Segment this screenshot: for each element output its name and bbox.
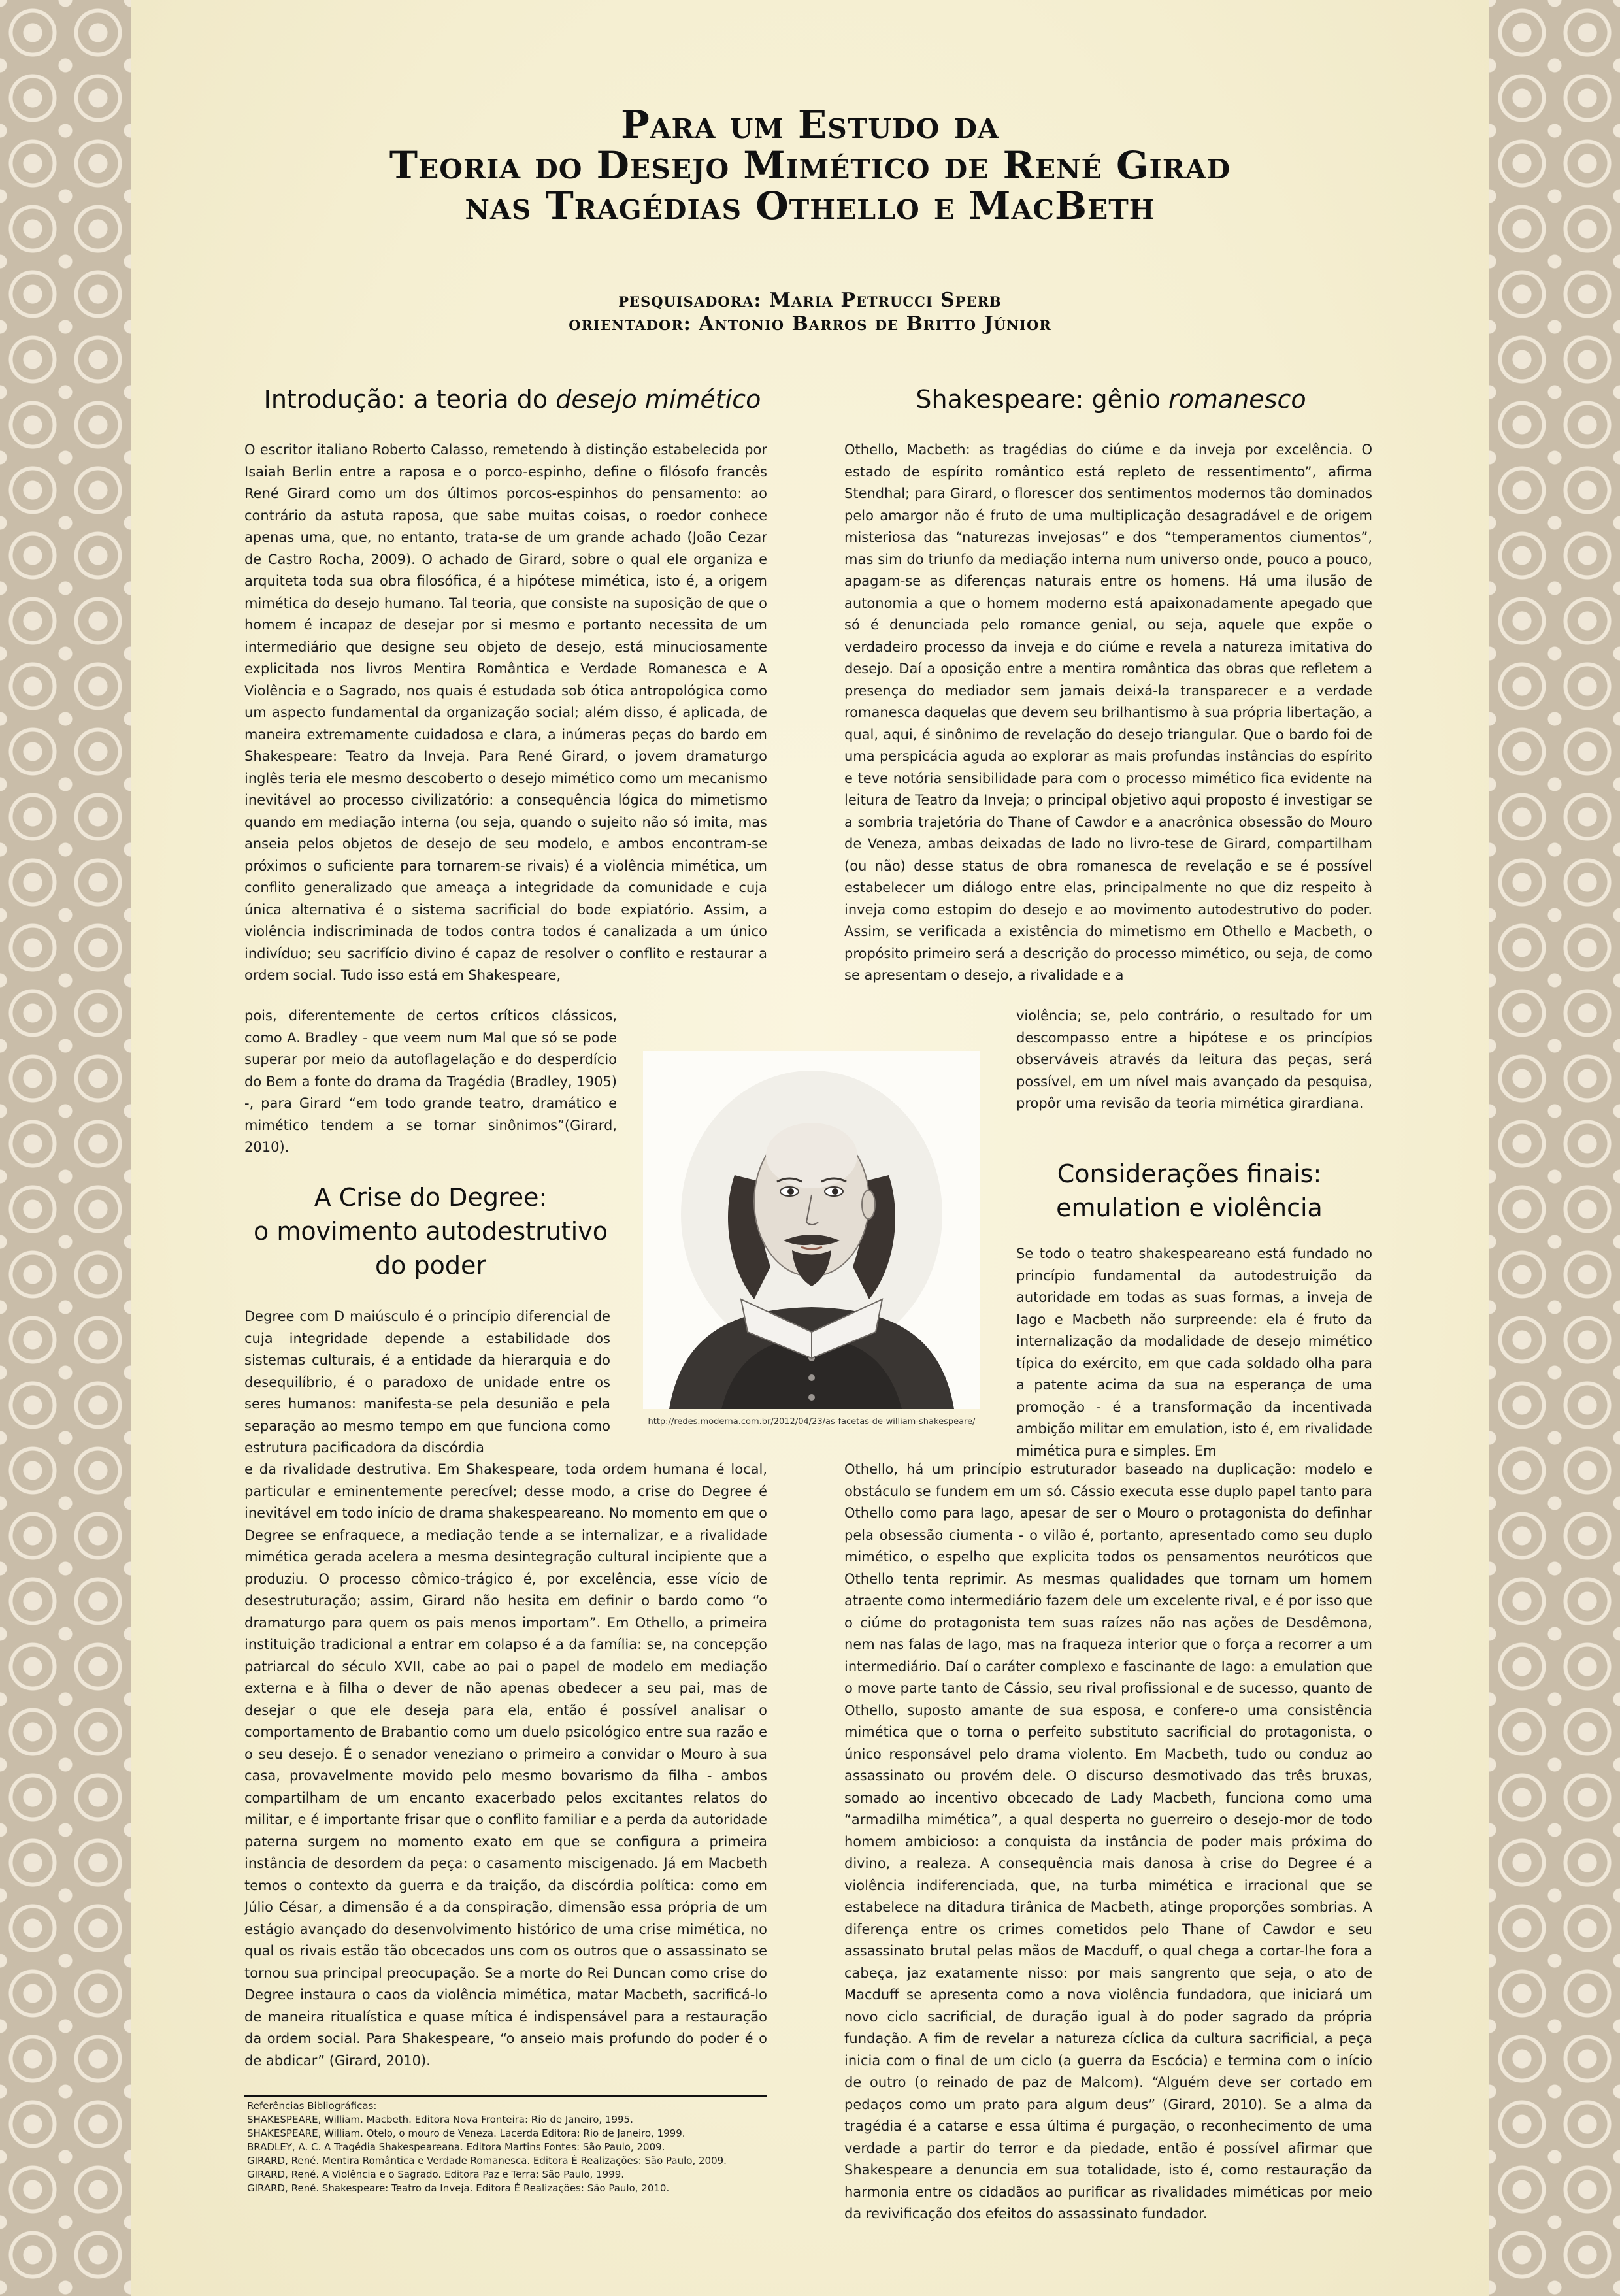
intro-heading-plain: Introdução: a teoria do: [263, 385, 556, 414]
final-heading-line-2: emulation e violência: [1056, 1193, 1323, 1222]
shakespeare-portrait-icon: [643, 1051, 980, 1409]
shakespeare-heading-plain: Shakespeare: gênio: [916, 385, 1169, 414]
crisis-text-narrow: Degree com D maiúsculo é o princípio diferencial de cuja integridade depende a estabilidade dos sistemas culturais, é a entidade da hierarquia e do desequilíbrio, é o paradoxo de unidade entre os seres humanos: manifesta-se pela desunião e pela separação ao mesmo tempo em que funciona como estrutura pacificadora da discórdia: [244, 1308, 610, 1456]
crisis-heading-line-3: do poder: [375, 1251, 486, 1280]
reference-item: GIRARD, René. A Violência e o Sagrado. Editora Paz e Terra: São Paulo, 1999.: [247, 2169, 625, 2180]
crisis-text-wide: e da rivalidade destrutiva. Em Shakespeare, toda ordem humana é local, particular e eminentemente perecível; desse modo, a crise do Degree é inevitável em todo início de drama shakespeareano. No momento em que o Degree se enfraquece, a mediação tende a se internalizar, e a rivalidade mimética gerada acelera a mesma desintegração cultural incipiente que a produziu. O processo cômico-trágico é, por excelência, esse vício de desestruturação; assim, Girard não hesita em definir o bardo como “o dramaturgo para quem os pais menos importam”. Em Othello, a primeira instituição tradicional a entrar em colapso é a da família: se, na concepção patriarcal do século XVII, cabe ao pai o papel de modelo em mediação externa e à filha o dever de não apenas obedecer a seu pai, mas de desejar o que ele deseja para ela, então é possível analisar o comportamento de Brabantio como um duelo psicológico entre sua razão e o seu desejo. É o senador veneziano o primeiro a convidar o Mouro à sua casa, provavelmente movido pelo mesmo bovarismo da filha - ambos compartilham de um encanto exacerbado pelos excitantes relatos do militar, e é importante frisar que o conflito familiar e a perda da autoridade paterna surgem no momento exato em que se configura a primeira instância de desordem da peça: o casamento miscigenado. Já em Macbeth temos o contexto da guerra e da traição, da discórdia política: como em Júlio César, a dimensão é a da conspiração, dimensão essa própria de um estágio avançado do desenvolvimento histórico de uma crise mimética, no qual os rivais estão tão obcecados uns com os outros que o assassinato se tornou sua principal preocupação. Se a morte do Rei Duncan como crise do Degree instaura o caos da violência mimética, matar Macbeth, sacrificá-lo de maneira ritualística e quase mítica é indispensável para a restauração da ordem social. Para Shakespeare, “o anseio mais profundo do poder é o de abdicar” (Girard, 2010).: [244, 1461, 767, 2069]
damask-border-left: [0, 0, 131, 2296]
poster-title: [131, 105, 1489, 226]
shakespeare-text: Othello, Macbeth: as tragédias do ciúme e da inveja por excelência. O estado de espírito romântico está repleto de ressentimento”, afirma Stendhal; para Girard, o florescer dos sentimentos modernos tão dominados pelo amargor não é fruto de uma multiplicação desagradável e de origem misteriosa das “naturezas invejosas” e dos “temperamentos ciumentos”, mas sim do triunfo da mediação interna num universo onde, pouco a pouco, apagam-se as diferenças naturais entre os homens. Há uma ilusão de autonomia a que o homem moderno está apaixonadamente apegado que só é denunciada pelo romance genial, ou seja, aquele que expõe o verdadeiro processo da inveja e do ciúme e revela a natureza imitativa do desejo. Daí a oposição entre a mentira romântica das obras que refletem a presença do mediador sem jamais deixá-la transparecer e a verdade romanesca daquelas que devem seu brilhantismo à sua própria libertação, a qual, aqui, é sinônimo de revelação do desejo triangular. Que o bardo foi de uma perspicácia aguda ao explorar as mais profundas instâncias do espírito e teve notória sensibilidade para com o processo mimético fica evidente na leitura de Teatro da Inveja; o principal objetivo aqui proposto é investigar se a sombria trajetória do Thane of Cawdor e a anacrônica obsessão do Mouro de Veneza, ambas deixadas de lado no livro-tese de Girard, compartilham (ou não) desse status de obra romanesca de revelação e se é possível estabelecer um diálogo entre elas, principalmente no que diz respeito à inveja como estopim do desejo e ao movimento autodestrutivo do poder. Assim, se verificada a existência do mimetismo em Othello e Macbeth, o propósito primeiro será a descrição do processo mimético, ou seja, de como se apresentam o desejo, a rivalidade e a: [844, 442, 1372, 983]
reference-item: BRADLEY, A. C. A Tragédia Shakespeareana. Editora Martins Fontes: São Paulo, 2009.: [247, 2141, 665, 2153]
intro-text-continued: pois, diferentemente de certos críticos clássicos, como A. Bradley - que veem num Mal que só se pode superar por meio da autoflagelação e do desperdício do Bem a fonte do drama da Tragédia (Bradley, 1905) -, para Girard “em todo grande teatro, dramático e mimético tendem a se tornar sinônimos”(Girard, 2010).: [244, 1008, 617, 1155]
final-text-wide: Othello, há um princípio estruturador baseado na duplicação: modelo e obstáculo se fundem em um só. Cássio executa esse duplo papel tanto para Othello como para Iago, apesar de ser o Mouro o protagonista do definhar pela obsessão ciumenta - o vilão é, portanto, apresentado como seu duplo mimético, o espelho que explicita todos os pensamentos neuróticos que Othello tenta reprimir. As mesmas qualidades que tornam um homem atraente como intermediário fazem dele um excelente rival, e é por isso que o ciúme do protagonista tem suas raízes não nas ações de Desdêmona, nem nas falas de Iago, mas na fraqueza interior que o força a recorrer a um intermediário. Daí o caráter complexo e fascinante de Iago: a emulation que o move parte tanto de Cássio, seu rival profissional e de sucesso, quanto de Othello, suposto amante de sua esposa, e confere-o uma consistência mimética que o torna o perfeito substituto sacrificial do protagonista, o único responsável pelo drama violento. Em Macbeth, tudo ou conduz ao assassinato ou provém dele. O discurso desmotivado das três bruxas, somado ao incentivo obcecado de Lady Macbeth, funciona como uma “armadilha mimética”, a qual desperta no guerreiro o desejo-mor de todo homem ambicioso: a conquista da instância de poder mais próxima do divino, a realeza. A consequência mais danosa à crise do Degree é a violência indiferenciada, que, na turba mimética e irracional que se estabelece na ditadura tirânica de Macbeth, atinge proporções sombrias. A diferença entre os crimes cometidos pelo Thane of Cawdor e seu assassinato brutal pelas mãos de Macduff, o qual chega a cortar-lhe fora a cabeça, jaz exatamente nisso: por mais sangrento que seja, o ato de Macduff se apresenta como a nova violência fundadora, que iniciará um novo ciclo sacrificial, de duração igual à do poder sagrado da própria fundação. A fim de revelar a natureza cíclica da cultura sacrificial, a peça inicia com o final de um ciclo (a guerra da Escócia) e termina com o início de outro (o reinado de paz de Malcom). “Alguém deve ser cortado em pedaços como um prato para algum deus” (Girard, 2010). Se a alma da tragédia é a catarse e essa última é purgação, o reconhecimento de uma verdade a partir do terror e da piedade, então é possível afirmar que Shakespeare a denuncia em sua totalidade, isto é, como restauração da harmonia entre os cidadãos ao purificar as rivalidades miméticas por meio da revivificação dos efeitos do assassinato fundador.: [844, 1461, 1372, 2221]
final-text-narrow: Se todo o teatro shakespeareano está fundado no princípio fundamental da autodestruição da autoridade em todas as suas formas, a inveja de Iago e Macbeth não surpreende: ela é fruto da internalização da modalidade de desejo mimético típica do exército, em que cada soldado olha para a patente acima da sua na esperança de uma promoção - é a transformação da incentivada ambição militar em emulation, isto é, em rivalidade mimética pura e simples. Em: [1016, 1246, 1372, 1459]
reference-item: SHAKESPEARE, William. Macbeth. Editora Nova Fronteira: Rio de Janeiro, 1995.: [247, 2114, 633, 2125]
title-line-2: Teoria do Desejo Mimético de René Girad: [389, 143, 1231, 188]
title-line-1: Para um Estudo da: [621, 103, 999, 147]
title-line-3: nas Tragédias Othello e MacBeth: [465, 184, 1155, 228]
references: [247, 2099, 783, 2195]
final-heading: [1006, 1157, 1372, 1225]
intro-heading: [244, 382, 780, 416]
reference-item: SHAKESPEARE, William. Otelo, o mouro de Veneza. Lacerda Editora: Rio de Janeiro, 1999.: [247, 2127, 686, 2139]
final-heading-line-1: Considerações finais:: [1057, 1159, 1322, 1188]
shakespeare-heading-italic: romanesco: [1168, 385, 1306, 414]
shakespeare-text-continued: violência; se, pelo contrário, o resultado for um descompasso entre a hipótese e os princípios observáveis através da leitura das peças, será possível, em um nível mais avançado da pesquisa, propôr uma revisão da teoria mimética girardiana.: [1016, 1008, 1372, 1111]
references-divider: [244, 2095, 767, 2097]
credits: [131, 289, 1489, 336]
intro-text: O escritor italiano Roberto Calasso, remetendo à distinção estabelecida por Isaiah Berlin entre a raposa e o porco-espinho, define o filósofo francês René Girard como um dos últimos porcos-espinhos do pensamento: ao contrário da astuta raposa, que sabe muitas coisas, o roedor conhece apenas uma, que, no entanto, trata-se de um grande achado (João Cezar de Castro Rocha, 2009). O achado de Girard, sobre o qual ele organiza e arquiteta toda sua obra filosófica, é a hipótese mimética, isto é, a origem mimética do desejo humano. Tal teoria, que consiste na suposição de que o homem é incapaz de desejar por si mesmo e portanto necessita de um intermediário que designe seu objeto de desejo, está minuciosamente explicitada nos livros Mentira Romântica e Verdade Romanesca e A Violência e o Sagrado, nos quais é estudada sob ótica antropológica como um aspecto fundamental da organização social; além disso, é aplicada, de maneira extremamente cuidadosa e clara, a inúmeras peças do bardo em Shakespeare: Teatro da Inveja. Para René Girard, o jovem dramaturgo inglês teria ele mesmo descoberto o desejo mimético como um mecanismo inevitável ao processo civilizatório: a consequência lógica do mimetismo quando em mediação interna (ou seja, quando o sujeito não só imita, mas anseia pelos objetos de desejo de seu modelo, e ambos encontram-se próximos o suficiente para tornarem-se rivais) é a violência mimética, um conflito generalizado que ameaça a integridade da comunidade e cuja única alternativa é o sistema sacrificial do bode expiatório. Assim, a violência indiscriminada de todos contra todos é canalizada a um único indivíduo; seu sacrifício divino é capaz de resolver o conflito e restaurar a ordem social. Tudo isso está em Shakespeare,: [244, 442, 767, 983]
portrait-drawing: [643, 1051, 980, 1409]
shakespeare-heading: [843, 382, 1379, 416]
advisor-credit: orientador: Antonio Barros de Britto Júnior: [569, 312, 1051, 335]
researcher-credit: pesquisadora: Maria Petrucci Sperb: [618, 289, 1002, 312]
intro-heading-italic: desejo mimético: [555, 385, 761, 414]
reference-item: GIRARD, René. Mentira Romântica e Verdade Romanesca. Editora É Realizações: São Paulo, 2009.: [247, 2155, 727, 2167]
references-title: Referências Bibliográficas:: [247, 2100, 377, 2112]
reference-item: GIRARD, René. Shakespeare: Teatro da Inveja. Editora É Realizações: São Paulo, 2010.: [247, 2182, 670, 2194]
damask-border-right: [1489, 0, 1620, 2296]
crisis-heading-line-2: o movimento autodestrutivo: [254, 1217, 608, 1246]
portrait-credit: http://redes.moderna.com.br/2012/04/23/as-facetas-de-william-shakespeare/: [648, 1417, 976, 1427]
crisis-heading: [244, 1180, 617, 1282]
crisis-heading-line-1: A Crise do Degree:: [314, 1183, 548, 1212]
